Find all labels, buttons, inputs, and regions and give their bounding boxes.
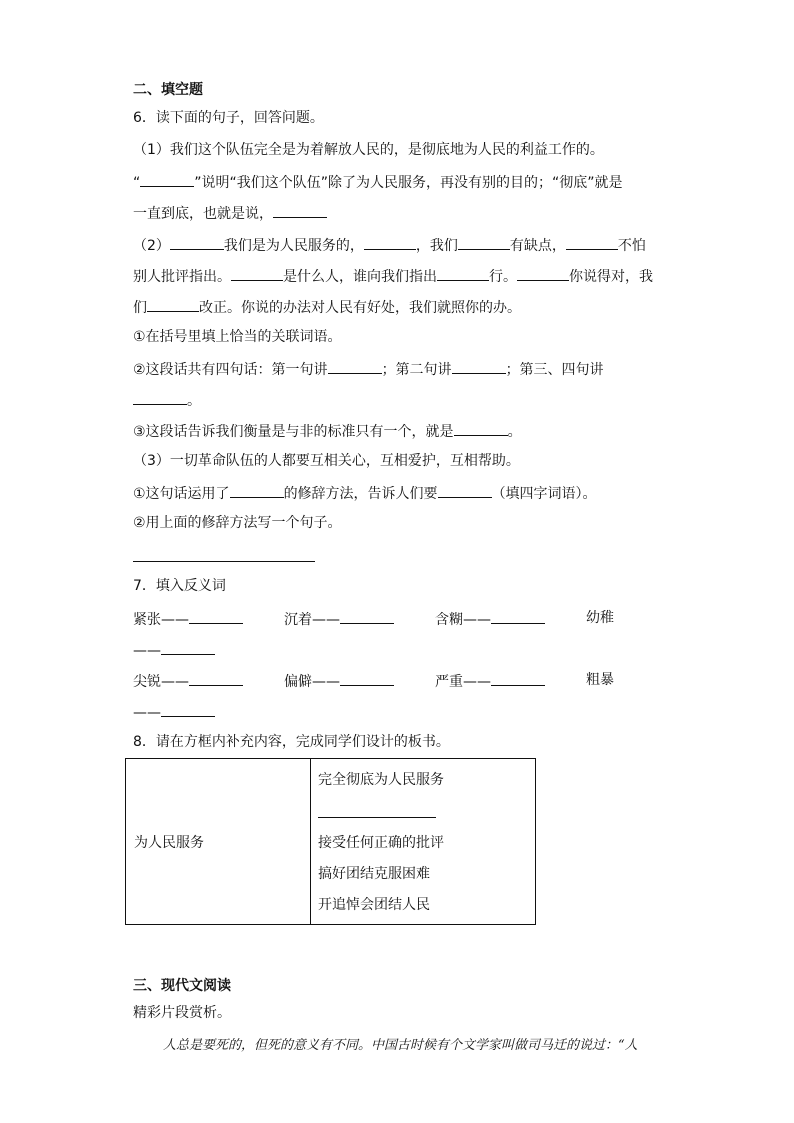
answer-blank[interactable]	[161, 639, 215, 655]
answer-blank[interactable]	[140, 171, 194, 187]
q6-part1-line2	[133, 202, 327, 224]
text: ，我们	[415, 238, 458, 254]
answer-blank[interactable]	[161, 701, 215, 717]
q6-stem: 6．读下面的句子，回答问题。	[133, 110, 324, 126]
answer-blank[interactable]	[437, 265, 489, 281]
text: ②这段话共有四句话：第一句讲	[133, 362, 328, 378]
antonym-word: 偏僻	[284, 674, 312, 690]
answer-blank[interactable]	[189, 670, 243, 686]
text: 不怕	[617, 238, 646, 254]
text: 是什么人，谁向我们指出	[283, 269, 437, 285]
section3-title: 三、现代文阅读	[133, 978, 231, 994]
q6-part2-q2	[133, 358, 604, 380]
answer-blank[interactable]	[231, 265, 283, 281]
text: 。	[507, 424, 522, 440]
text: ③这段话告诉我们衡量是与非的标准只有一个，就是	[133, 424, 454, 440]
board-item: 开追悼会团结人民	[318, 897, 430, 913]
q6-part3-q1	[133, 482, 597, 504]
text: ①这句话运用了	[133, 486, 230, 502]
answer-blank[interactable]	[458, 234, 510, 250]
q6-part3-q2: ②用上面的修辞方法写一个句子。	[133, 515, 342, 531]
board-answer-blank[interactable]	[318, 817, 436, 818]
antonym-word: 含糊	[435, 612, 463, 628]
text: 的修辞方法，告诉人们要	[283, 486, 438, 502]
antonym-word: 沉着	[284, 612, 312, 628]
answer-blank[interactable]	[454, 420, 508, 436]
q8-stem: 8．请在方框内补充内容，完成同学们设计的板书。	[133, 734, 450, 750]
board-item: 接受任何正确的批评	[318, 835, 444, 851]
answer-blank[interactable]	[147, 296, 199, 312]
antonym-continuation	[133, 639, 215, 661]
q6-part2-line2	[133, 265, 653, 287]
antonym-item	[133, 670, 243, 692]
reading-passage: 人总是要死的，但死的意义有不同。中国古时候有个文学家叫做司马迁的说过：“人	[163, 1038, 638, 1053]
section3-subtitle: 精彩片段赏析。	[133, 1005, 231, 1021]
q6-part1-line1	[133, 171, 623, 193]
antonym-item	[435, 608, 545, 630]
text: （2）	[133, 238, 170, 254]
q6-part2-q1: ①在括号里填上恰当的关联词语。	[133, 329, 342, 345]
answer-blank[interactable]	[273, 202, 327, 218]
antonym-item	[284, 608, 394, 630]
answer-blank[interactable]	[170, 234, 224, 250]
dash: ——	[133, 705, 161, 721]
answer-blank[interactable]	[328, 358, 382, 374]
answer-blank[interactable]	[491, 670, 545, 686]
answer-blank[interactable]	[340, 608, 394, 624]
text: ；第三、四句讲	[505, 362, 604, 378]
text: 别人批评指出。	[133, 269, 231, 285]
dash: ——	[312, 612, 340, 628]
answer-blank[interactable]	[230, 482, 284, 498]
q6-part2-line1	[133, 234, 646, 256]
board-right-cell	[311, 759, 536, 925]
q6-part2-line3	[133, 296, 521, 318]
antonym-word: 尖锐	[133, 674, 161, 690]
answer-long-blank[interactable]	[133, 561, 315, 562]
q6-part2-q3	[133, 420, 522, 442]
q6-part2-q2-cont	[133, 389, 201, 411]
answer-blank[interactable]	[491, 608, 545, 624]
dash: ——	[463, 674, 491, 690]
answer-blank[interactable]	[452, 358, 506, 374]
text: ；第二句讲	[381, 362, 452, 378]
antonym-word: 紧张	[133, 612, 161, 628]
dash: ——	[133, 643, 161, 659]
text: “	[133, 175, 141, 191]
q7-stem: 7．填入反义词	[133, 578, 226, 594]
antonym-word: 幼稚	[586, 610, 614, 626]
antonym-item	[133, 608, 243, 630]
antonym-item	[284, 670, 394, 692]
text: ”说明“我们这个队伍”除了为人民服务，再没有别的目的；“彻底”就是	[194, 175, 623, 191]
text: 我们是为人民服务的，	[223, 238, 364, 254]
board-topic: 为人民服务	[134, 834, 204, 851]
board-item: 搞好团结克服困难	[318, 866, 430, 882]
answer-blank[interactable]	[133, 389, 187, 405]
answer-blank[interactable]	[364, 234, 416, 250]
text: 改正。你说的办法对人民有好处，我们就照你的办。	[199, 300, 521, 316]
antonym-word: 严重	[435, 674, 463, 690]
answer-blank[interactable]	[517, 265, 569, 281]
q6-part1-sentence: （1）我们这个队伍完全是为着解放人民的，是彻底地为人民的利益工作的。	[133, 142, 604, 158]
dash: ——	[161, 612, 189, 628]
antonym-item	[435, 670, 545, 692]
text: 有缺点，	[509, 238, 566, 254]
text: 们	[133, 300, 147, 316]
text: 一直到底，也就是说，	[133, 206, 273, 222]
board-left-cell	[126, 759, 311, 925]
text: （填四字词语）。	[491, 486, 597, 502]
antonym-word: 粗暴	[586, 672, 614, 688]
text: 。	[187, 393, 201, 409]
section2-title: 二、填空题	[133, 82, 203, 98]
blackboard-table	[125, 758, 536, 925]
text: 你说得对，我	[569, 269, 653, 285]
answer-blank[interactable]	[566, 234, 618, 250]
answer-blank[interactable]	[189, 608, 243, 624]
dash: ——	[312, 674, 340, 690]
board-item: 完全彻底为人民服务	[318, 772, 444, 788]
dash: ——	[161, 674, 189, 690]
antonym-continuation	[133, 701, 215, 723]
q6-part3-sentence: （3）一切革命队伍的人都要互相关心，互相爱护，互相帮助。	[133, 453, 520, 469]
dash: ——	[463, 612, 491, 628]
text: 行。	[489, 269, 517, 285]
answer-blank[interactable]	[340, 670, 394, 686]
answer-blank[interactable]	[438, 482, 492, 498]
